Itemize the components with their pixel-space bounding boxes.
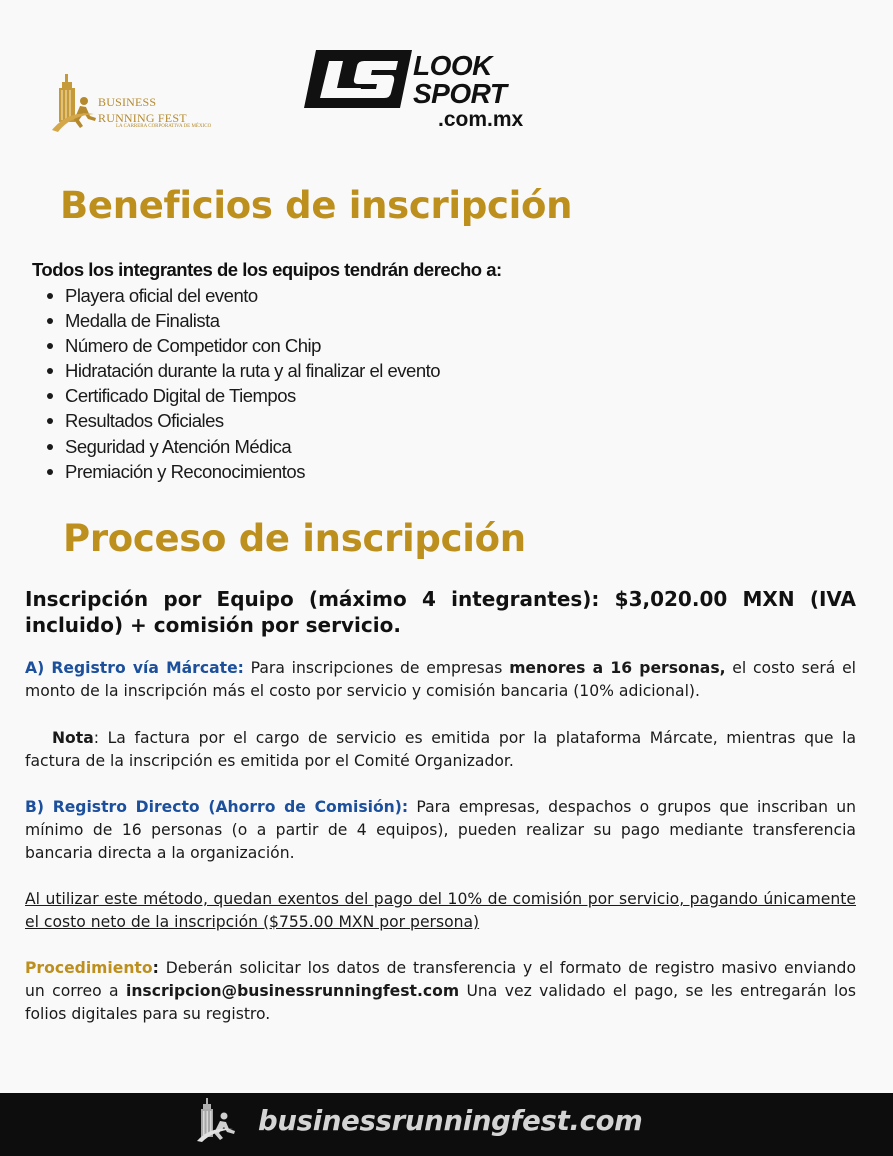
procedure-label: Procedimiento — [25, 959, 153, 977]
list-item: Playera oficial del evento — [45, 283, 440, 308]
nota-paragraph — [25, 727, 856, 773]
exemption-note: Al utilizar este método, quedan exentos del pago del 10% de comisión por servicio, pagando únicamente el costo neto de la inscripción ($755.00 MXN por persona) — [25, 890, 856, 931]
benefits-title: Beneficios de inscripción — [60, 184, 573, 227]
team-price: Inscripción por Equipo (máximo 4 integrantes): $3,020.00 MXN (IVA incluido) + comisión por servicio. — [25, 587, 856, 637]
footer-website-link[interactable]: businessrunningfest.com — [258, 1105, 643, 1137]
option-b-paragraph — [25, 796, 856, 865]
list-item: Hidratación durante la ruta y al finalizar el evento — [45, 358, 440, 383]
list-item: Seguridad y Atención Médica — [45, 434, 440, 459]
ls-domain: .com.mx — [438, 108, 524, 131]
procedure-paragraph — [25, 957, 856, 1026]
registration-email-link[interactable]: inscripcion@businessrunningfest.com — [125, 982, 460, 1000]
list-item: Premiación y Reconocimientos — [45, 459, 440, 484]
procedure-colon: : — [152, 959, 159, 977]
benefits-intro: Todos los integrantes de los equipos tendrán derecho a: — [32, 259, 502, 280]
ls-word-sport: SPORT — [413, 78, 507, 109]
list-item: Medalla de Finalista — [45, 308, 440, 333]
brf-line-1: BUSINESS — [98, 95, 157, 109]
brf-line-2: RUNNING FEST — [98, 111, 187, 125]
business-running-fest-logo — [50, 72, 220, 142]
option-a-label: A) Registro vía Márcate: — [25, 659, 244, 677]
procedure-text-2: Una vez validado el pago, se les entregarán los folios digitales para su registro. — [25, 982, 856, 1023]
process-title: Proceso de inscripción — [63, 517, 526, 560]
option-a-text: Para inscripciones de empresas — [243, 659, 510, 677]
option-b-label: B) Registro Directo (Ahorro de Comisión): — [25, 798, 409, 816]
ls-word-look: LOOK — [413, 50, 492, 81]
list-item: Número de Competidor con Chip — [45, 333, 440, 358]
option-a-paragraph — [25, 657, 856, 703]
nota-text: : La factura por el cargo de servicio es emitida por la plataforma Márcate, mientras que la factura de la inscripción es emitida por el Comité Organizador. — [25, 729, 856, 770]
option-a-text-2: el costo será el monto de la inscripción más el costo por servicio y comisión bancaria (10% adicional). — [25, 659, 857, 700]
option-a-bold: menores a 16 personas, — [509, 659, 726, 677]
brf-wordmark — [98, 94, 187, 126]
brf-tagline: LA CARRERA CORPORATIVA DE MÉXICO — [116, 124, 212, 129]
runner-building-icon — [50, 72, 100, 136]
ls-badge-icon — [302, 48, 414, 110]
list-item: Resultados Oficiales — [45, 408, 440, 433]
nota-label: Nota — [52, 729, 94, 747]
runner-building-icon — [196, 1096, 240, 1144]
look-sport-logo — [302, 48, 547, 134]
procedure-text: Deberán solicitar los datos de transferencia y el formato de registro masivo enviando un correo a — [25, 959, 856, 1000]
option-b-text: Para empresas, despachos o grupos que inscriban un mínimo de 16 personas (o a partir de 4 equipos), pueden realizar su pago mediante transferencia bancaria directa a la organización. — [25, 798, 856, 862]
benefits-list — [45, 283, 440, 484]
footer-bar — [0, 1093, 893, 1156]
list-item: Certificado Digital de Tiempos — [45, 383, 440, 408]
